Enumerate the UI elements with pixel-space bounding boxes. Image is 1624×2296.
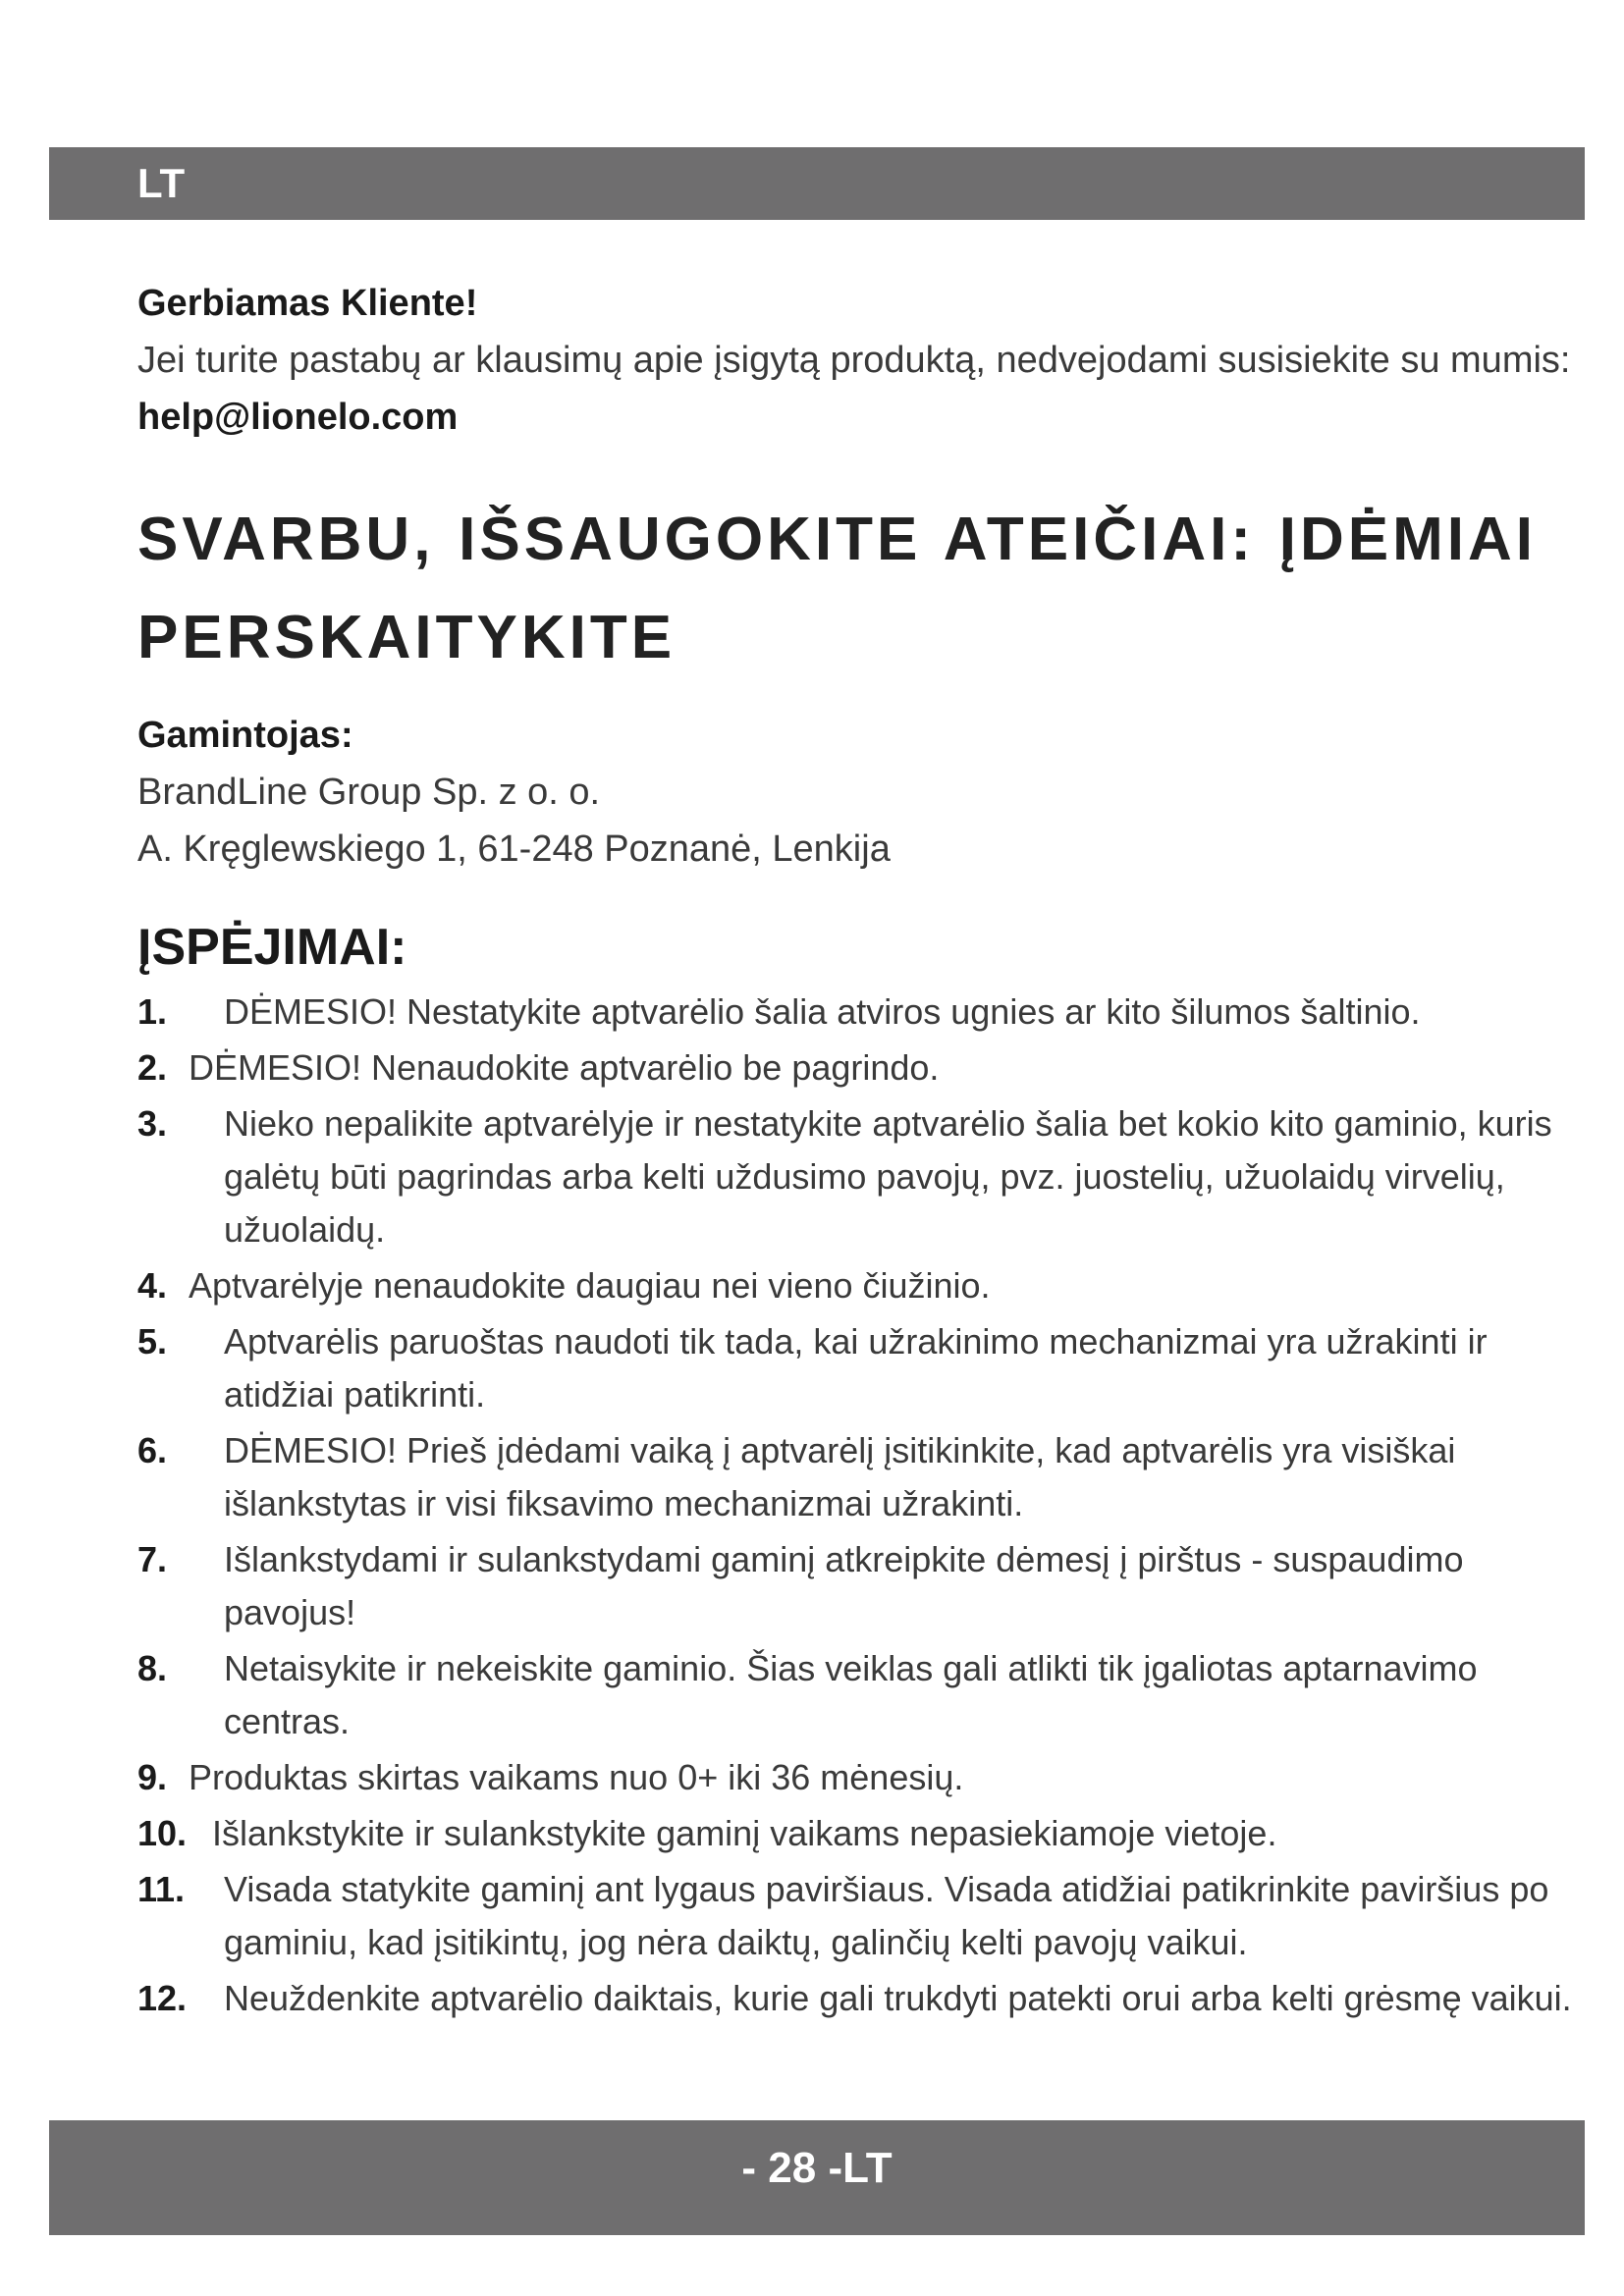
warning-text: DĖMESIO! Prieš įdėdami vaiką į aptvarėlį įsitikinkite, kad aptvarėlis yra visiškai išlankstytas ir visi fiksavimo mechanizmai užrakinti. (224, 1430, 1456, 1523)
warning-number: 4. (137, 1265, 168, 1306)
warning-item (137, 1533, 1591, 1639)
warning-item (137, 986, 1591, 1039)
header-language-bar (49, 147, 1585, 220)
warning-text: Produktas skirtas vaikams nuo 0+ iki 36 mėnesių. (189, 1757, 964, 1797)
footer-page-bar (49, 2120, 1585, 2235)
warning-item (137, 1315, 1591, 1421)
warning-number: 5. (137, 1321, 168, 1362)
warning-number: 3. (137, 1103, 168, 1144)
warning-text: Išlankstykite ir sulankstykite gaminį vaikams nepasiekiamoje vietoje. (212, 1813, 1277, 1853)
warning-text: Netaisykite ir nekeiskite gaminio. Šias veiklas gali atlikti tik įgaliotas aptarnavimo centras. (224, 1648, 1478, 1741)
warnings-section (137, 913, 1591, 2028)
greeting-message-text: Jei turite pastabų ar klausimų apie įsigytą produktą, nedvejodami susisiekite su mumis: (137, 340, 1571, 381)
warnings-title: ĮSPĖJIMAI: (137, 919, 407, 976)
warnings-list (137, 986, 1591, 2025)
warning-number: 6. (137, 1430, 168, 1470)
warning-number: 9. (137, 1757, 168, 1797)
warning-number: 12. (137, 1978, 188, 2018)
warning-text: Visada statykite gaminį ant lygaus paviršiaus. Visada atidžiai patikrinkite paviršius po gaminiu, kad įsitikintų, jog nėra daiktų, galinčių kelti pavojų vaikui. (224, 1869, 1549, 1962)
warning-number: 8. (137, 1648, 168, 1688)
greeting-title: Gerbiamas Kliente! (137, 283, 478, 324)
warning-item (137, 1751, 1591, 1804)
warning-item (137, 1642, 1591, 1748)
warning-text: Išlankstydami ir sulankstydami gaminį atkreipkite dėmesį į pirštus - suspaudimo pavojus! (224, 1539, 1464, 1632)
warning-number: 7. (137, 1539, 168, 1579)
warning-item (137, 1807, 1591, 1860)
greeting-message (137, 332, 1571, 446)
warning-number: 11. (137, 1869, 186, 1909)
warning-item (137, 1863, 1591, 1969)
warning-text: DĖMESIO! Nenaudokite aptvarėlio be pagrindo. (189, 1047, 940, 1088)
warning-item (137, 1424, 1591, 1530)
customer-greeting (137, 275, 1571, 446)
warning-number: 10. (137, 1813, 188, 1853)
warning-item (137, 1097, 1591, 1256)
warning-number: 2. (137, 1047, 168, 1088)
language-code: LT (137, 160, 186, 206)
manufacturer-company: BrandLine Group Sp. z o. o. (137, 772, 601, 813)
important-heading: SVARBU, IŠSAUGOKITE ATEIČIAI: ĮDĖMIAI PERSKAITYKITE (137, 506, 1537, 671)
manufacturer-info (137, 707, 1571, 878)
warning-text: Aptvarėlis paruoštas naudoti tik tada, kai užrakinimo mechanizmai yra užrakinti ir atidžiai patikrinti. (224, 1321, 1488, 1415)
manufacturer-label: Gamintojas: (137, 715, 353, 756)
manufacturer-address: A. Kręglewskiego 1, 61-248 Poznanė, Lenkija (137, 828, 891, 870)
warning-item (137, 1259, 1591, 1312)
warning-text: Neuždenkite aptvarėlio daiktais, kurie gali trukdyti patekti orui arba kelti grėsmę vaikui. (224, 1978, 1572, 2018)
page-number: - 28 -LT (741, 2144, 893, 2192)
warning-text: Nieko nepalikite aptvarėlyje ir nestatykite aptvarėlio šalia bet kokio kito gaminio, kuris galėtų būti pagrindas arba kelti uždusimo pavojų, pvz. juostelių, užuolaidų virvelių, užuolaidų. (224, 1103, 1552, 1250)
warning-text: DĖMESIO! Nestatykite aptvarėlio šalia atviros ugnies ar kito šilumos šaltinio. (224, 991, 1421, 1032)
warning-item (137, 1972, 1591, 2025)
warning-text: Aptvarėlyje nenaudokite daugiau nei vieno čiužinio. (189, 1265, 991, 1306)
warning-item (137, 1041, 1591, 1095)
warning-number: 1. (137, 991, 168, 1032)
support-email: help@lionelo.com (137, 397, 459, 438)
